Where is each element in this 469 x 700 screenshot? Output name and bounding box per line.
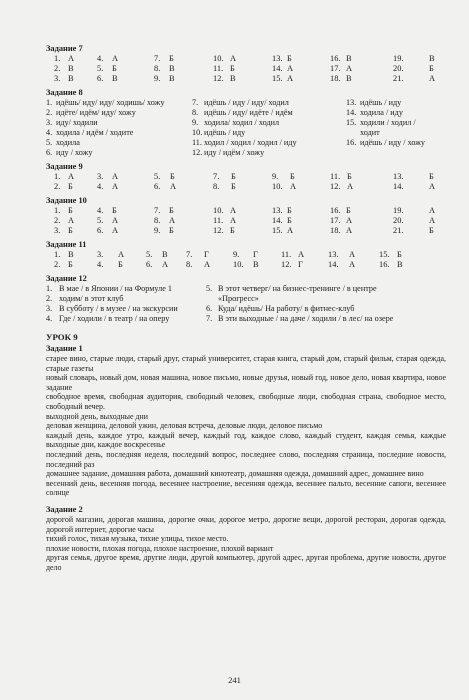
item-number: 12. xyxy=(213,74,224,83)
text-line: новый словарь, новый дом, новая машина, новое письмо, новые друзья, новый год, новое дело, новая квартира, новое задание xyxy=(46,373,446,392)
task-7-title: Задание 7 xyxy=(46,44,83,53)
answer-value: А xyxy=(170,182,177,191)
task-10-title: Задание 10 xyxy=(46,196,87,205)
answer-value: Б xyxy=(347,172,352,181)
answer-row xyxy=(46,206,446,216)
item-number: 3. xyxy=(46,118,53,127)
answer-value: А xyxy=(162,260,169,269)
item-number: 7. xyxy=(213,172,220,181)
answer-value: Куда/ идёшь/ На работу/ в фитнес-клуб xyxy=(218,304,355,313)
item-number: 7. xyxy=(206,314,213,323)
item-number: 5. xyxy=(154,172,161,181)
item-number: 1. xyxy=(54,172,61,181)
item-number: 10. xyxy=(272,182,283,191)
item-number: 9. xyxy=(154,74,161,83)
answer-value: Б xyxy=(287,216,292,225)
answer-value: А xyxy=(204,260,211,269)
answer-value: Б xyxy=(169,226,174,235)
item-number: 1. xyxy=(54,54,61,63)
answer-value: В xyxy=(68,74,74,83)
answer-value: идёшь / иду / иду/ ходил xyxy=(204,98,289,107)
item-number: 14. xyxy=(393,182,404,191)
answer-value: А xyxy=(230,216,237,225)
item-number: 18. xyxy=(330,226,341,235)
answer-value: В xyxy=(112,74,118,83)
answer-value: В этот четверг/ на бизнес-тренинге / в центре xyxy=(218,284,377,293)
answer-value: Б xyxy=(169,206,174,215)
item-number: 16. xyxy=(330,54,341,63)
text-line: плохие новости, плохая погода, плохое настроение, плохой вариант xyxy=(46,543,274,553)
item-number: 3. xyxy=(54,74,61,83)
answer-value: Где / ходили / в театр / на оперу xyxy=(59,314,170,323)
answer-value: Б xyxy=(170,172,175,181)
answer-value: А xyxy=(298,250,305,259)
item-number: 20. xyxy=(393,64,404,73)
item-number: 6. xyxy=(46,148,53,157)
item-number: 7. xyxy=(154,54,161,63)
answer-value: В xyxy=(346,74,352,83)
task-9-title: Задание 9 xyxy=(46,162,83,171)
item-number: 9. xyxy=(272,172,279,181)
answer-row xyxy=(46,284,446,294)
answer-value: идёшь / иду xyxy=(360,98,402,107)
task-11-title: Задание 11 xyxy=(46,240,87,249)
text-line: каждый день, каждое утро, каждый вечер, каждый год, каждое слово, каждый студент, каждая семья, каждые выходные дни, каждое воскресенье xyxy=(46,430,446,450)
text-line: свободное время, свободная аудитория, свободный человек, свободные люди, свободная страна, свободное место, свободный вечер. xyxy=(46,392,446,411)
item-number: 5. xyxy=(97,64,104,73)
item-number: 2. xyxy=(46,294,53,303)
item-number: 10. xyxy=(213,54,224,63)
item-number: 11. xyxy=(281,250,292,259)
item-number: 13. xyxy=(346,98,357,107)
lesson-task-1 xyxy=(46,343,446,498)
item-number: 19. xyxy=(393,54,404,63)
answer-value: В xyxy=(397,260,403,269)
answer-value: А xyxy=(346,216,353,225)
answer-value: В xyxy=(346,54,352,63)
item-number: 18. xyxy=(330,74,341,83)
answer-value: ходила xyxy=(56,138,80,147)
lesson-task-2 xyxy=(46,504,446,573)
answer-value: А xyxy=(118,250,125,259)
item-number: 5. xyxy=(146,250,153,259)
item-number: 17. xyxy=(330,64,341,73)
item-number: 12. xyxy=(192,148,203,157)
item-number: 4. xyxy=(97,182,104,191)
item-number: 10. xyxy=(233,260,244,269)
item-number: 1. xyxy=(46,98,53,107)
item-number: 8. xyxy=(192,108,199,117)
answer-value: Б xyxy=(429,226,434,235)
answer-value: Б xyxy=(68,260,73,269)
item-number: 16. xyxy=(330,206,341,215)
answer-value: А xyxy=(230,206,237,215)
answer-value: ходим/ в этот клуб xyxy=(59,294,124,303)
item-number: 7. xyxy=(154,206,161,215)
answer-value: Б xyxy=(112,64,117,73)
text-line: дорогой магазин, дорогая машина, дорогие очки, дорогое метро, дорогие вещи, дорогой ресторан, дорогая одежда, дорогой интернет, дорогие часы xyxy=(46,514,446,534)
item-number: 15. xyxy=(346,118,357,127)
answer-value: В xyxy=(68,64,74,73)
answer-value: А xyxy=(290,182,297,191)
task-9-answers xyxy=(46,172,446,192)
answer-value: иду/ ходили xyxy=(56,118,98,127)
answer-row xyxy=(46,108,446,118)
item-number: 6. xyxy=(206,304,213,313)
item-number: 4. xyxy=(97,54,104,63)
task-7-answers xyxy=(46,54,446,84)
task-10 xyxy=(46,195,446,236)
lesson-title: УРОК 9 xyxy=(46,332,78,342)
item-number: 15. xyxy=(272,74,283,83)
item-number: 11. xyxy=(213,64,224,73)
item-number: 19. xyxy=(393,206,404,215)
answer-value: В xyxy=(169,64,175,73)
answer-value: А xyxy=(349,250,356,259)
answer-value: Б xyxy=(287,54,292,63)
lesson-task-1-title: Задание 1 xyxy=(46,344,83,353)
text-line: другая семья, другое время, другие люди, другой компьютер, другой адрес, другая проблема, другие новости, другое дело xyxy=(46,553,446,572)
text-line: выходной день, выходные дни xyxy=(46,411,148,421)
item-number: 15. xyxy=(379,250,390,259)
item-number: 12. xyxy=(330,182,341,191)
item-number: 16. xyxy=(346,138,357,147)
answer-value: А xyxy=(68,216,75,225)
item-number: 2. xyxy=(54,260,61,269)
answer-value: Г xyxy=(298,260,303,269)
answer-value: В мае / в Японии / на Формуле 1 xyxy=(59,284,173,293)
answer-value: идёшь / иду xyxy=(204,128,246,137)
item-number: 6. xyxy=(146,260,153,269)
answer-value: В субботу / в музее / на экскурсии xyxy=(59,304,178,313)
answer-value: Б xyxy=(397,250,402,259)
answer-value: А xyxy=(346,64,353,73)
answer-value: В xyxy=(429,54,435,63)
task-8 xyxy=(46,87,446,158)
answer-row xyxy=(46,182,446,192)
answer-value: А xyxy=(429,216,436,225)
item-number: 10. xyxy=(192,128,203,137)
answer-value: А xyxy=(112,54,119,63)
answer-value: А xyxy=(68,54,75,63)
answer-value: В xyxy=(68,250,74,259)
task-12-title: Задание 12 xyxy=(46,274,87,283)
task-12 xyxy=(46,273,446,324)
item-number: 11. xyxy=(330,172,341,181)
answer-row xyxy=(46,64,446,74)
item-number: 11. xyxy=(192,138,202,147)
item-number: 13. xyxy=(328,250,339,259)
item-number: 9. xyxy=(192,118,199,127)
item-number: 21. xyxy=(393,226,404,235)
item-number: 13. xyxy=(393,172,404,181)
item-number: 12. xyxy=(213,226,224,235)
answer-value: иду / идём / хожу xyxy=(204,148,265,157)
item-number: 17. xyxy=(330,216,341,225)
answer-row xyxy=(46,138,446,148)
answer-row xyxy=(46,304,446,314)
answer-value: Б xyxy=(118,260,123,269)
item-number: 3. xyxy=(97,172,104,181)
answer-value: А xyxy=(429,74,436,83)
answer-value: А xyxy=(347,182,354,191)
item-number: 13. xyxy=(272,206,283,215)
answer-value: А xyxy=(112,172,119,181)
item-number: 2. xyxy=(54,182,61,191)
item-number: 6. xyxy=(97,226,104,235)
answer-value: А xyxy=(349,260,356,269)
text-line: последний день, последняя неделя, последний вопрос, последнее слово, последняя страница, последние новости, последний раз xyxy=(46,449,446,469)
item-number: 1. xyxy=(54,206,61,215)
answer-value: А xyxy=(112,182,119,191)
answer-value: Б xyxy=(68,182,73,191)
item-number: 8. xyxy=(154,64,161,73)
item-number: 6. xyxy=(154,182,161,191)
item-number: 9. xyxy=(154,226,161,235)
answer-value: А xyxy=(287,226,294,235)
item-number: 14. xyxy=(272,64,283,73)
task-11-answers xyxy=(46,250,446,270)
answer-value: В xyxy=(162,250,168,259)
answer-value: Г xyxy=(253,250,258,259)
answer-row xyxy=(46,148,446,158)
item-number: 8. xyxy=(213,182,220,191)
answer-value: ходит xyxy=(360,128,380,137)
answer-value: Б xyxy=(68,226,73,235)
answer-value: В xyxy=(230,74,236,83)
answer-row xyxy=(46,250,446,260)
answer-value: ходила / иду xyxy=(360,108,403,117)
text-line: старее вино, старые люди, старый друг, старый университет, старая книга, старый дом, старый фильм, старая одежда, старые газеты xyxy=(46,354,446,373)
item-number: 5. xyxy=(97,216,104,225)
answer-value: ходили / ходил / xyxy=(360,118,416,127)
item-number: 4. xyxy=(46,314,53,323)
item-number: 2. xyxy=(54,64,61,73)
text-line: деловая женщина, деловой ужин, деловая встреча, деловые люди, деловое письмо xyxy=(46,421,323,431)
answer-value: В xyxy=(169,74,175,83)
answer-value: А xyxy=(68,172,75,181)
answer-key-page xyxy=(46,40,446,572)
answer-row xyxy=(46,118,446,128)
item-number: 6. xyxy=(97,74,104,83)
answer-value: Б xyxy=(169,54,174,63)
answer-value: Б xyxy=(287,206,292,215)
answer-row xyxy=(46,216,446,226)
item-number: 14. xyxy=(272,216,283,225)
answer-value: Б xyxy=(230,226,235,235)
answer-row xyxy=(46,226,446,236)
answer-value: А xyxy=(346,226,353,235)
item-number: 3. xyxy=(46,304,53,313)
item-number: 15. xyxy=(272,226,283,235)
task-8-title: Задание 8 xyxy=(46,88,83,97)
item-number: 3. xyxy=(54,226,61,235)
lesson-task-2-title: Задание 2 xyxy=(46,504,83,514)
item-number: 8. xyxy=(186,260,193,269)
item-number: 5. xyxy=(46,138,53,147)
answer-value: Б xyxy=(231,182,236,191)
item-number: 7. xyxy=(186,250,193,259)
answer-value: А xyxy=(230,54,237,63)
item-number: 20. xyxy=(393,216,404,225)
answer-value: Б xyxy=(68,206,73,215)
text-line: весенний день, весенняя погода, весеннее настроение, весенняя одежда, весеннее пальто, весенние сапоги, весеннее солнце xyxy=(46,478,446,498)
text-line: тихий голос, тихая музыка, тихие улицы, тихое место. xyxy=(46,534,229,544)
answer-value: ходила / идём / ходите xyxy=(56,128,134,137)
answer-row xyxy=(46,54,446,64)
text-line: домашнее задание, домашняя работа, домашний кинотеатр, домашняя одежда, домашний адрес, домашнее вино xyxy=(46,469,424,479)
item-number: 4. xyxy=(97,206,104,215)
answer-value: Г xyxy=(204,250,209,259)
item-number: 12. xyxy=(281,260,292,269)
item-number: 4. xyxy=(46,128,53,137)
answer-row xyxy=(46,172,446,182)
task-10-answers xyxy=(46,206,446,236)
task-9 xyxy=(46,161,446,192)
answer-row xyxy=(46,294,446,304)
answer-value: идёшь / иду/ идёте / идём xyxy=(204,108,293,117)
page-number: 241 xyxy=(228,675,241,685)
item-number: 14. xyxy=(346,108,357,117)
answer-value: В xyxy=(253,260,259,269)
answer-value: А xyxy=(169,216,176,225)
item-number: 2. xyxy=(46,108,53,117)
lesson-task-2-body xyxy=(46,515,446,573)
item-number: 5. xyxy=(206,284,213,293)
answer-value: В эти выходные / на даче / ходили / в лес/ на озере xyxy=(218,314,394,323)
answer-value: Б xyxy=(429,64,434,73)
item-number: 14. xyxy=(328,260,339,269)
answer-row xyxy=(46,98,446,108)
answer-value: А xyxy=(287,74,294,83)
answer-value: ходила/ ходил / ходил xyxy=(204,118,280,127)
item-number: 8. xyxy=(154,216,161,225)
item-number: 10. xyxy=(213,206,224,215)
task-12-answers xyxy=(46,284,446,324)
item-number: 7. xyxy=(192,98,199,107)
answer-value: Б xyxy=(112,206,117,215)
answer-value: А xyxy=(429,206,436,215)
lesson-task-1-body xyxy=(46,354,446,498)
answer-value: Б xyxy=(290,172,295,181)
item-number: 21. xyxy=(393,74,404,83)
item-number: 9. xyxy=(233,250,240,259)
answer-value: идёшь/ иду/ иду/ ходишь/ хожу xyxy=(56,98,165,107)
answer-row xyxy=(46,74,446,84)
answer-value: «Прогресс» xyxy=(218,294,259,303)
item-number: 4. xyxy=(97,260,104,269)
item-number: 3. xyxy=(97,250,104,259)
answer-value: ходил / ходил / ходил / иду xyxy=(204,138,297,147)
answer-value: Б xyxy=(231,172,236,181)
item-number: 2. xyxy=(54,216,61,225)
answer-value: А xyxy=(429,182,436,191)
answer-row xyxy=(46,260,446,270)
answer-value: А xyxy=(112,216,119,225)
answer-row xyxy=(46,314,446,324)
task-7 xyxy=(46,43,446,84)
answer-value: идёте/ идём/ иду/ хожу xyxy=(56,108,136,117)
item-number: 1. xyxy=(46,284,53,293)
answer-value: идёшь / иду / хожу xyxy=(360,138,426,147)
answer-value: Б xyxy=(346,206,351,215)
item-number: 11. xyxy=(213,216,224,225)
answer-value: А xyxy=(112,226,119,235)
task-8-answers xyxy=(46,98,446,158)
answer-value: А xyxy=(287,64,294,73)
answer-value: Б xyxy=(230,64,235,73)
item-number: 1. xyxy=(54,250,61,259)
answer-value: Б xyxy=(429,172,434,181)
answer-row xyxy=(46,128,446,138)
item-number: 13. xyxy=(272,54,283,63)
answer-value: иду / хожу xyxy=(56,148,93,157)
task-11 xyxy=(46,239,446,270)
item-number: 16. xyxy=(379,260,390,269)
